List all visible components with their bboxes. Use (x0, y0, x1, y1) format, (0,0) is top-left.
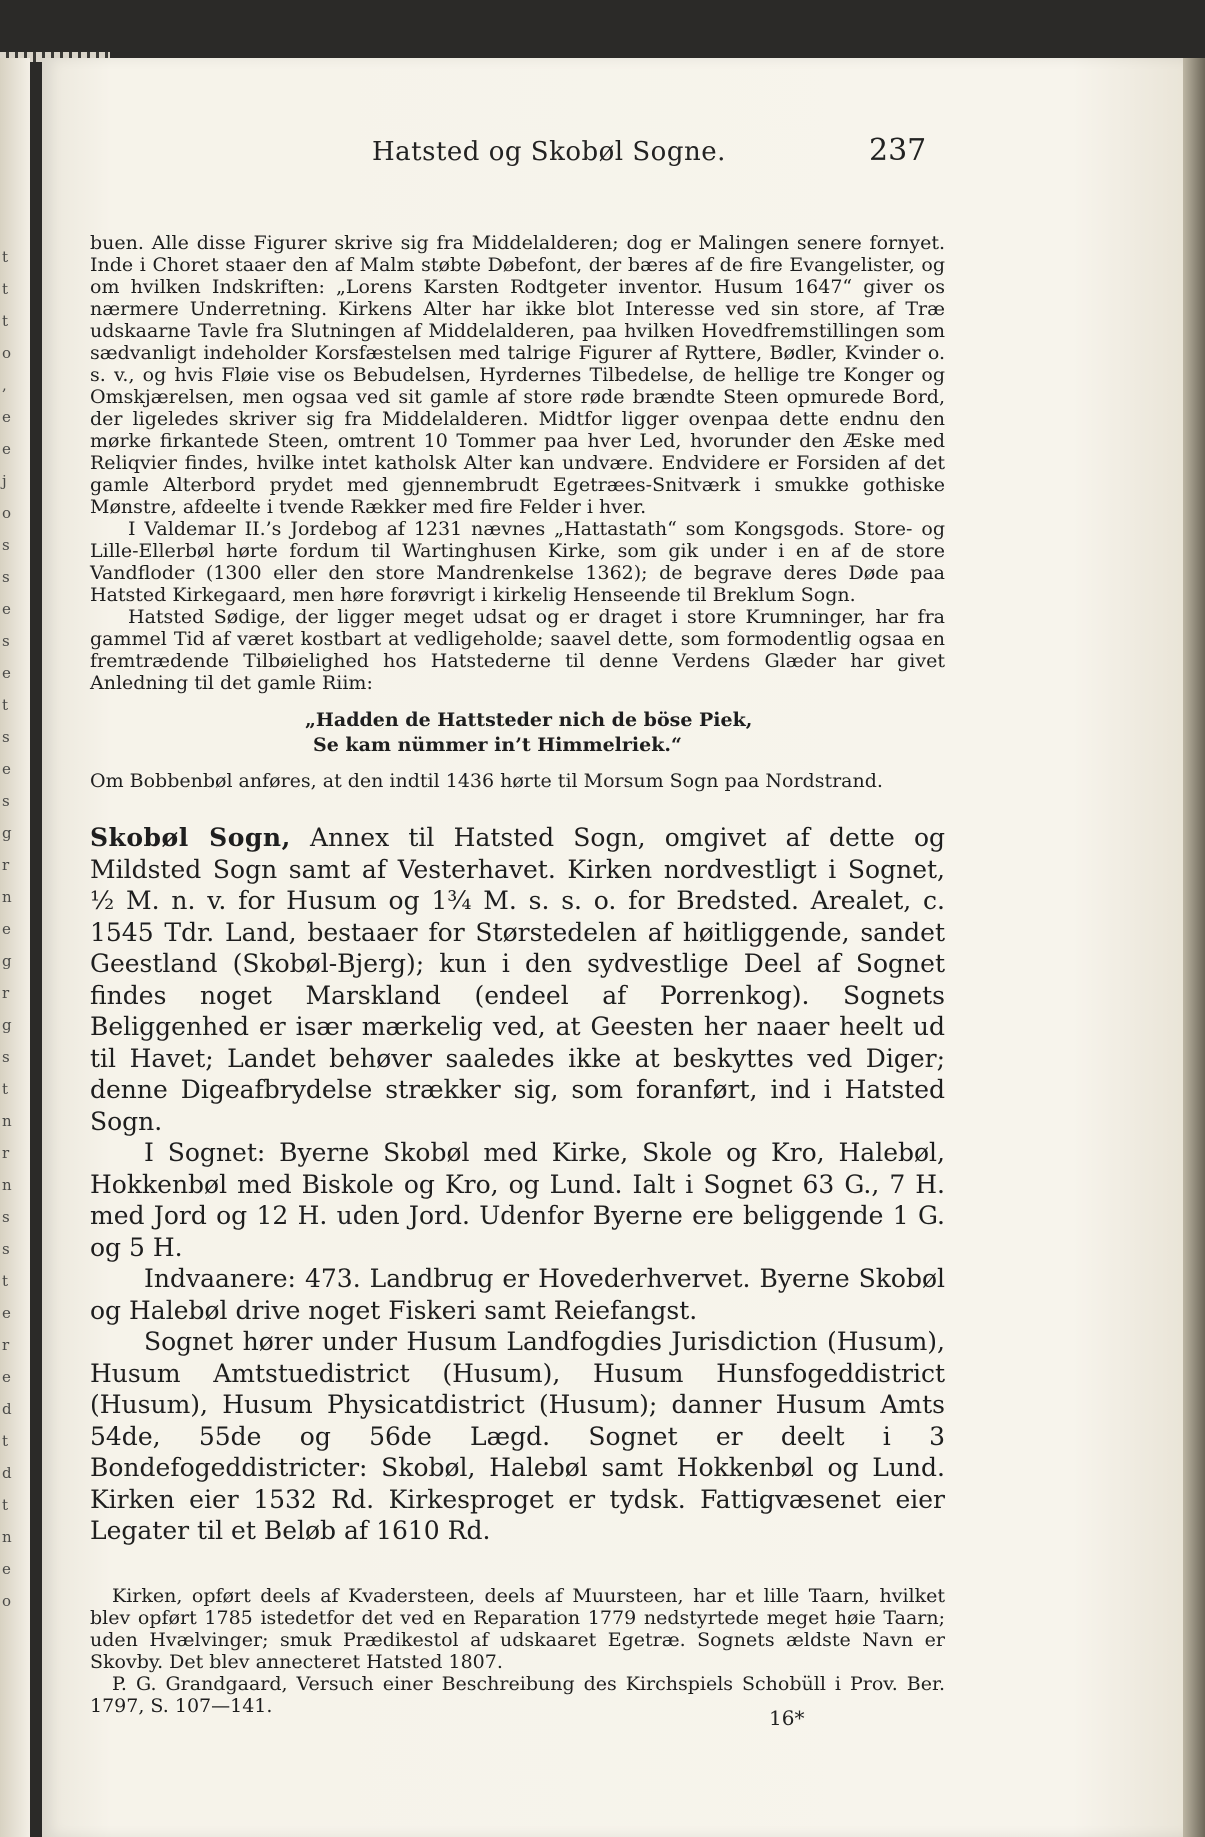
margin-fragment: s (2, 1240, 10, 1258)
paragraph-church-description: buen. Alle disse Figurer skrive sig fra Middelalderen; dog er Malingen senere fornyet. Inde i Choret staaer den af Malm støbte Døbefont, der bæres af de fire Evangelister, og om hvilken Indskriften: „Lorens Karsten Rodtgeter inventor. Husum 1647“ giver os nærmere Underretning. Kirkens Alter har ikke blot Interesse ved sin store, af Træ udskaarne Tavle fra Slutningen af Middelalderen, paa hvilken Hovedfremstillingen som sædvanligt indeholder Korsfæstelsen med talrige Figurer af Ryttere, Bødler, Kvinder o. s. v., og hvis Fløie vise os Bebudelsen, Hyrdernes Tilbedelse, de hellige tre Konger og Omskjærelsen, men ogsaa ved sit gamle af store røde brændte Steen opmurede Bord, der ligeledes skriver sig fra Middelalderen. Midtfor ligger ovenpaa dette endnu den mørke firkantede Steen, omtrent 10 Tommer paa hver Led, hvorunder den Æske med Reliqvier findes, hvilke intet katholsk Alter kan undvære. Endvidere er Forsiden af det gamle Alterbord prydet med gjennembrudt Egetræes-Snitværk i smukke gothiske Mønstre, afdeelte i tvende Rækker med fire Felder i hver. (90, 232, 945, 518)
margin-fragment: e (2, 1304, 11, 1322)
page-body (90, 232, 945, 1717)
margin-fragment: e (2, 760, 11, 778)
margin-fragment: t (2, 248, 9, 266)
margin-fragment: t (2, 1272, 9, 1290)
margin-fragment: e (2, 664, 11, 682)
margin-fragment: e (2, 408, 11, 426)
margin-fragment: n (2, 888, 12, 906)
small-print-block (90, 770, 945, 792)
margin-fragment: g (2, 1016, 12, 1034)
margin-fragment: g (2, 824, 12, 842)
margin-fragment: r (2, 984, 10, 1002)
margin-fragment: n (2, 1112, 12, 1130)
section-paragraph: Indvaanere: 473. Landbrug er Hovederhvervet. Byerne Skobøl og Halebøl drive noget Fiskeri samt Reiefangst. (90, 1264, 945, 1325)
margin-fragment: e (2, 1560, 11, 1578)
margin-fragment: t (2, 312, 9, 330)
section-paragraph: Sognet hører under Husum Landfogdies Jurisdiction (Husum), Husum Amtstuedistrict (Husum), Husum Hunsfogeddistrict (Husum), Husum Physicatdistrict (Husum); danner Husum Amts 54de, 55de og 56de Lægd. Sognet er deelt i 3 Bondefogeddistricter: Skobøl, Halebøl samt Hokkenbøl og Lund. Kirken eier 1532 Rd. Kirkesproget er tydsk. Fattigvæsenet eier Legater til et Beløb af 1610 Rd. (90, 1327, 945, 1545)
section-intro: Annex til Hatsted Sogn, omgivet af dette og Mildsted Sogn samt af Vesterhavet. Kirken nordvestligt i Sognet, ½ M. n. v. for Husum og 1¾ M. s. s. o. for Bredsted. Arealet, c. 1545 Tdr. Land, bestaaer for Størstedelen af høitliggende, sandet Geestland (Skobøl-Bjerg); kun i den sydvestlige Deel af Sognet findes noget Marskland (endeel af Porrenkog). Sognets Beliggenhed er især mærkelig ved, at Geesten her naaer heelt ud til Havet; Landet behøver saaledes ikke at beskyttes ved Diger; denne Digeafbrydelse strækker sig, som foranført, ind i Hatsted Sogn. (90, 823, 946, 1136)
footnotes (90, 1585, 945, 1717)
margin-fragment: o (2, 1592, 12, 1610)
running-head: Hatsted og Skobøl Sogne. (372, 137, 726, 167)
margin-fragment: d (2, 1464, 12, 1482)
margin-fragment: , (2, 376, 7, 394)
paragraph-sodige: Hatsted Sødige, der ligger meget udsat og er draget i store Krumninger, har fra gammel Tid af været kostbart at vedligeholde; saavel dette, som formodentlig ogsaa en fremtrædende Tilbøielighed hos Hatstederne til denne Verdens Glæder har givet Anledning til det gamle Riim: (90, 606, 945, 694)
footnote: Kirken, opført deels af Kvadersteen, deels af Muursteen, har et lille Taarn, hvilket blev opført 1785 istedetfor det ved en Reparation 1779 nedstyrtede meget høie Taarn; uden Hvælvinger; smuk Prædikestol af udskaaret Egetræ. Sognets ældste Navn er Skovby. Det blev annecteret Hatsted 1807. (90, 1584, 945, 1673)
margin-fragment: t (2, 1496, 9, 1514)
margin-fragment: s (2, 536, 10, 554)
verse-quote (305, 708, 945, 758)
margin-fragment: r (2, 1336, 10, 1354)
margin-fragment: d (2, 1400, 12, 1418)
margin-fragment: t (2, 1432, 9, 1450)
margin-fragment: o (2, 344, 12, 362)
page-header (42, 131, 1187, 171)
margin-fragment: j (2, 472, 7, 490)
margin-fragment: r (2, 1144, 10, 1162)
margin-fragment: s (2, 632, 10, 650)
margin-fragment: e (2, 600, 11, 618)
signature-mark: 16* (769, 1706, 805, 1730)
margin-fragment: s (2, 1048, 10, 1066)
margin-fragment: r (2, 856, 10, 874)
margin-fragment: s (2, 1208, 10, 1226)
section-paragraph (90, 822, 945, 1137)
verse-line: Se kam nümmer in’t Himmelriek.“ (313, 734, 682, 756)
small-print-block (90, 232, 945, 694)
margin-fragment: t (2, 280, 9, 298)
margin-fragment: e (2, 1368, 11, 1386)
margin-fragment: t (2, 1080, 9, 1098)
footnote: P. G. Grandgaard, Versuch einer Beschreibung des Kirchspiels Schobüll i Prov. Ber. 1797, S. 107—141. (90, 1672, 945, 1717)
margin-fragment: t (2, 696, 9, 714)
previous-page-edge (0, 58, 30, 1837)
section-paragraph: I Sognet: Byerne Skobøl med Kirke, Skole og Kro, Halebøl, Hokkenbøl med Biskole og Kro, og Lund. Ialt i Sognet 63 G., 7 H. med Jord og 12 H. uden Jord. Udenfor Byerne ere beliggende 1 G. og 5 H. (90, 1138, 945, 1262)
margin-fragment: s (2, 728, 10, 746)
section-skobol (90, 822, 945, 1547)
margin-fragment: e (2, 920, 11, 938)
margin-fragment: n (2, 1528, 12, 1546)
margin-fragment: e (2, 440, 11, 458)
margin-fragment: g (2, 952, 12, 970)
page-number: 237 (869, 133, 927, 168)
paragraph-bobbenbol: Om Bobbenbøl anføres, at den indtil 1436 hørte til Morsum Sogn paa Nordstrand. (90, 770, 883, 792)
paragraph-valdemar: I Valdemar II.’s Jordebog af 1231 nævnes „Hattastath“ som Kongsgods. Store- og Lille-Ellerbøl hørte fordum til Wartinghusen Kirke, som gik under i en af de store Vandfloder (1300 eller den store Mandrenkelse 1362); de begrave deres Døde paa Hatsted Kirkegaard, men høre forøvrigt i kirkelig Henseende til Breklum Sogn. (90, 518, 945, 606)
page-fore-edge (1183, 58, 1205, 1837)
margin-fragment: n (2, 1176, 12, 1194)
section-heading: Skobøl Sogn, (90, 823, 291, 852)
margin-fragment: s (2, 792, 10, 810)
verse-line: „Hadden de Hattsteder nich de böse Piek, (305, 709, 753, 731)
margin-fragment: s (2, 568, 10, 586)
margin-fragment: o (2, 504, 12, 522)
